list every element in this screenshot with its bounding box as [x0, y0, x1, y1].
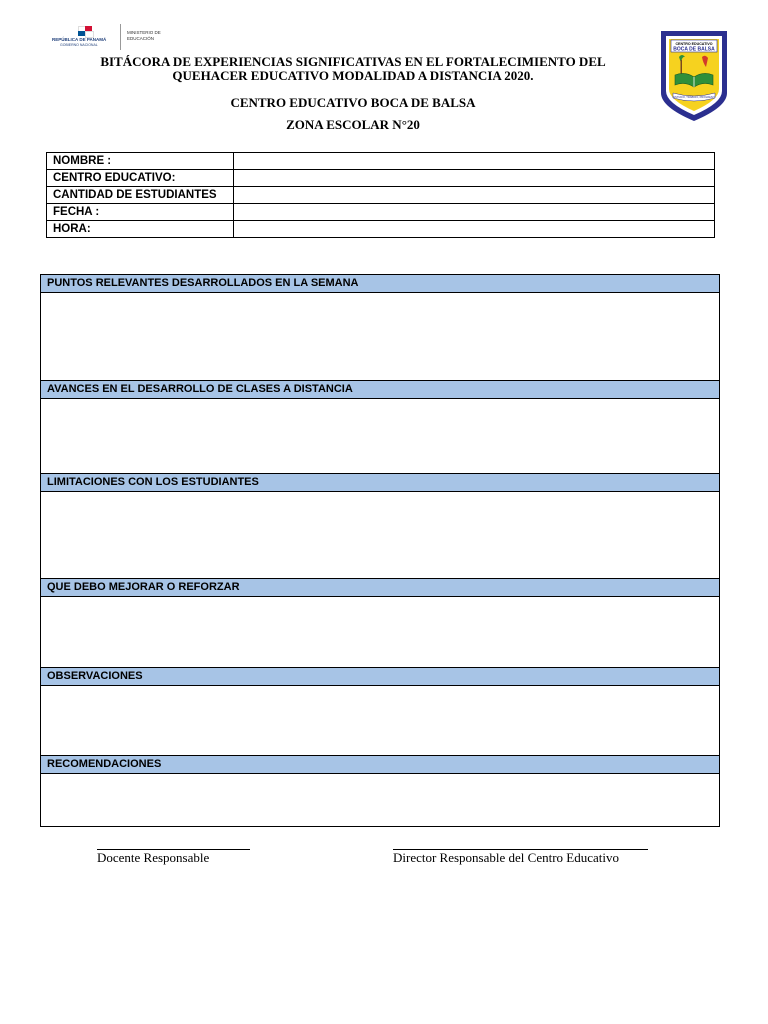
info-value-field[interactable]	[234, 187, 715, 204]
gov-ministerio-text	[127, 30, 161, 42]
info-label: NOMBRE :	[47, 153, 234, 170]
gov-logo-divider	[120, 24, 121, 50]
director-signature-label: Director Responsable del Centro Educativo	[393, 850, 619, 865]
section-header: LIMITACIONES CON LOS ESTUDIANTES	[41, 474, 719, 492]
svg-text:ESTUDIO, TRABAJO, PROGRESO: ESTUDIO, TRABAJO, PROGRESO	[673, 96, 715, 99]
section-header: OBSERVACIONES	[41, 668, 719, 686]
panama-flag-icon	[78, 26, 92, 36]
info-row	[47, 204, 715, 221]
info-label: CENTRO EDUCATIVO:	[47, 170, 234, 187]
info-value-field[interactable]	[234, 221, 715, 238]
ministerio-educacion-logo	[50, 22, 175, 52]
svg-text:BOCA DE BALSA: BOCA DE BALSA	[673, 46, 715, 53]
info-value-field[interactable]	[234, 153, 715, 170]
info-value-field[interactable]	[234, 204, 715, 221]
school-crest-icon	[657, 27, 731, 125]
info-label: FECHA :	[47, 204, 234, 221]
section-content-area[interactable]	[41, 492, 719, 579]
sections-table	[40, 274, 720, 827]
info-label: CANTIDAD DE ESTUDIANTES	[47, 187, 234, 204]
centro-educativo-heading: CENTRO EDUCATIVO BOCA DE BALSA	[230, 95, 476, 110]
section-header: QUE DEBO MEJORAR O REFORZAR	[41, 579, 719, 597]
gov-country-text: REPÚBLICA DE PANAMÁ	[52, 37, 107, 42]
info-row	[47, 170, 715, 187]
gov-ministerio-line2: EDUCACIÓN	[127, 36, 155, 41]
section-header: AVANCES EN EL DESARROLLO DE CLASES A DISTANCIA	[41, 381, 719, 399]
zona-escolar-heading: ZONA ESCOLAR N°20	[286, 117, 420, 132]
gov-gobierno-text: GOBIERNO NACIONAL	[60, 43, 98, 47]
info-label: HORA:	[47, 221, 234, 238]
info-row	[47, 153, 715, 170]
section-content-area[interactable]	[41, 293, 719, 381]
section-content-area[interactable]	[41, 399, 719, 474]
info-table	[46, 152, 715, 238]
info-row	[47, 187, 715, 204]
info-value-field[interactable]	[234, 170, 715, 187]
section-content-area[interactable]	[41, 597, 719, 668]
title-line-2: QUEHACER EDUCATIVO MODALIDAD A DISTANCIA 2020.	[172, 68, 534, 83]
docente-signature-label: Docente Responsable	[97, 850, 210, 865]
section-header: PUNTOS RELEVANTES DESARROLLADOS EN LA SEMANA	[41, 275, 719, 293]
section-content-area[interactable]	[41, 774, 719, 826]
section-content-area[interactable]	[41, 686, 719, 756]
info-row	[47, 221, 715, 238]
title-line-1: BITÁCORA DE EXPERIENCIAS SIGNIFICATIVAS EN EL FORTALECIMIENTO DEL	[100, 54, 606, 69]
gov-ministerio-line1: MINISTERIO DE	[127, 30, 161, 35]
document-title	[40, 55, 666, 83]
section-header: RECOMENDACIONES	[41, 756, 719, 774]
svg-text:CENTRO EDUCATIVO: CENTRO EDUCATIVO	[675, 42, 713, 46]
